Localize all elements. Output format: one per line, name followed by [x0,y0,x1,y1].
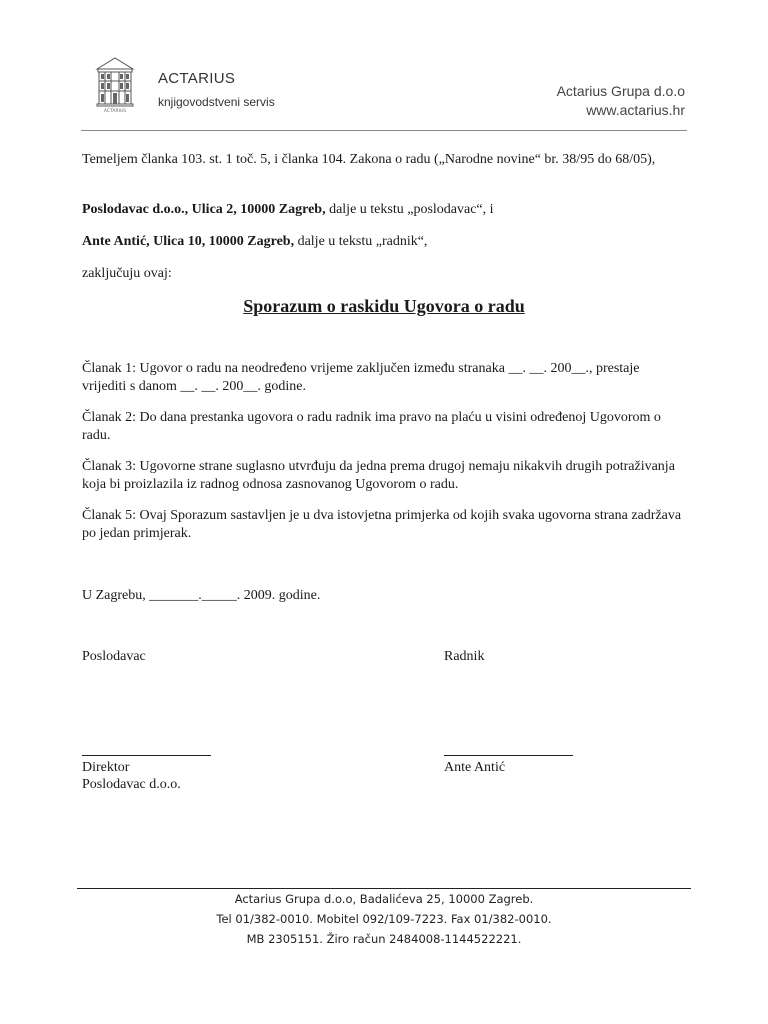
worker-name: Ante Antić, Ulica 10, 10000 Zagreb, [82,234,295,249]
worker-signatory: Ante Antić [444,760,506,775]
header-website[interactable]: www.actarius.hr [586,102,685,118]
worker-line [82,233,682,251]
employer-title: Direktor [82,760,130,775]
place-date: U Zagrebu, _______._____. 2009. godine. [82,588,321,603]
footer-address: Actarius Grupa d.o.o, Badalićeva 25, 10000 Zagreb. [234,892,534,906]
brand-subtitle: knjigovodstveni servis [158,95,275,109]
worker-suffix: dalje u tekstu „radnik“, [294,234,428,249]
brand-name: ACTARIUS [158,70,236,87]
employer-label: Poslodavac [82,649,146,664]
legal-basis: Temeljem članka 103. st. 1 toč. 5, i članka 104. Zakona o radu („Narodne novine“ br. 38/95 do 68/05), [82,152,656,167]
building-icon [95,55,135,113]
employer-signatory [82,759,181,793]
worker-signature-line [444,755,573,756]
header-company: Actarius Grupa d.o.o [556,83,685,99]
article-1: Članak 1: Ugovor o radu na neodređeno vrijeme zaključen između stranaka __. __. 200__., prestaje vrijediti s danom __. __. 200__. godine. [82,361,640,394]
header-contact [557,82,685,120]
header-divider [81,130,687,131]
document-title: Sporazum o raskidu Ugovora o radu [243,296,525,316]
footer-phones: Tel 01/382-0010. Mobitel 092/109-7223. Fax 01/382-0010. [216,912,552,926]
svg-text:ACTARIUS: ACTARIUS [103,109,127,113]
worker-label: Radnik [444,649,485,664]
article-3: Članak 3: Ugovorne strane suglasno utvrđuju da jedna prema drugoj nemaju nikakvih drugih potraživanja koja bi proizlazila iz radnog odnosa zasnovanog Ugovorom o radu. [82,459,675,492]
article-2: Članak 2: Do dana prestanka ugovora o radu radnik ima pravo na plaću u visini određenoj Ugovorom o radu. [82,410,661,443]
footer [77,889,691,949]
employer-name: Poslodavac d.o.o., Ulica 2, 10000 Zagreb, [82,202,326,217]
employer-company: Poslodavac d.o.o. [82,777,181,792]
article-5: Članak 5: Ovaj Sporazum sastavljen je u dva istovjetna primjerka od kojih svaka ugovorna strana zadržava po jedan primjerak. [82,508,682,541]
agree-line: zaključuju ovaj: [82,266,172,281]
employer-suffix: dalje u tekstu „poslodavac“, i [325,202,494,217]
footer-registry: MB 2305151. Žiro račun 2484008-1144522221. [246,932,522,946]
employer-signature-line [82,755,211,756]
employer-line [82,201,682,219]
